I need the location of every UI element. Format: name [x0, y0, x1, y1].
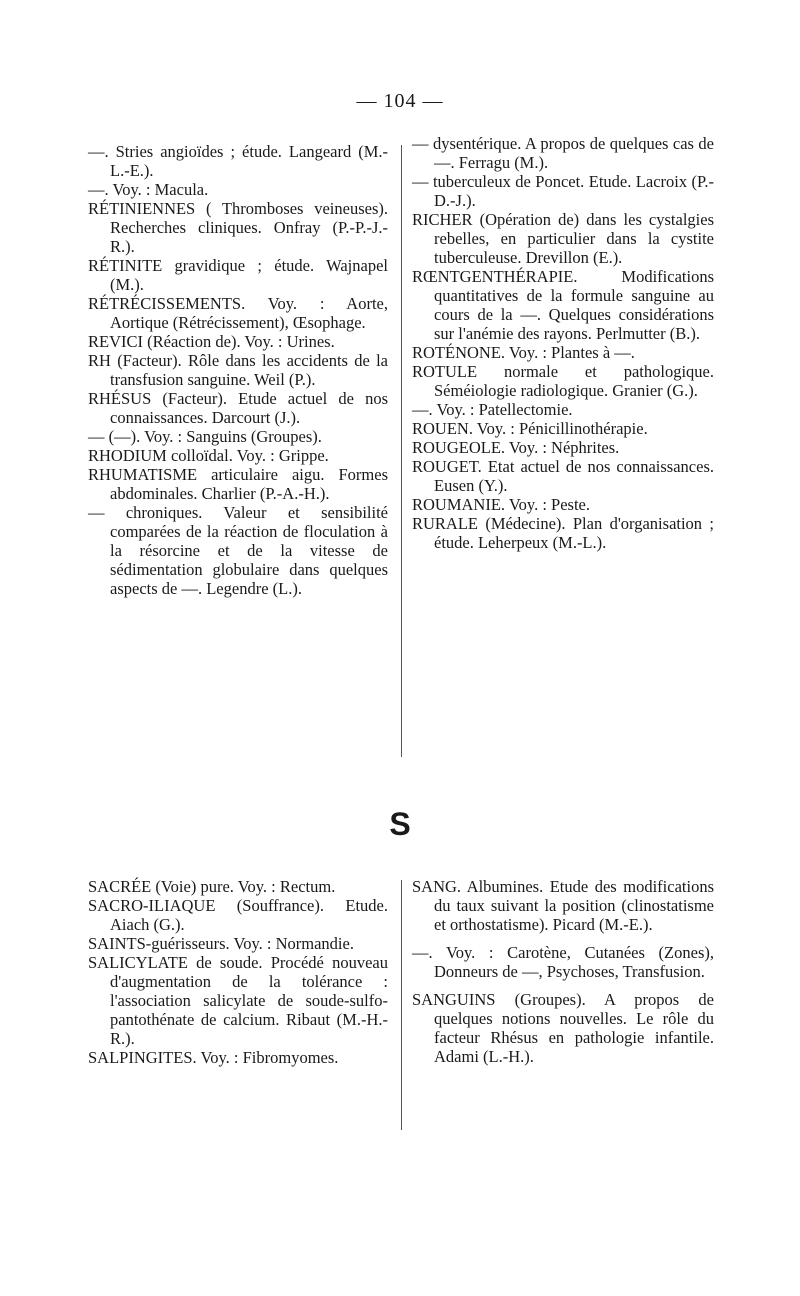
index-entry: RHODIUM colloïdal. Voy. : Grippe. [88, 446, 329, 465]
right-column-top [412, 134, 714, 552]
index-entry: SANGUINS (Groupes). A propos de quelques notions nouvelles. Le rôle du facteur Rhésus en pathologie infantile. Adami (L.-H.). [412, 990, 714, 1066]
left-column-top [88, 142, 388, 598]
index-entry: — dysentérique. A propos de quelques cas de —. Ferragu (M.). [412, 134, 714, 172]
right-column-bottom [412, 877, 714, 1066]
index-entry: — chroniques. Valeur et sensibilité comparées de la réaction de floculation à la résorcine et de la vitesse de sédimentation globulaire dans quelques aspects de —. Legendre (L.). [88, 503, 388, 598]
index-entry: SAINTS-guérisseurs. Voy. : Normandie. [88, 934, 354, 953]
index-entry: SALPINGITES. Voy. : Fibromyomes. [88, 1048, 339, 1067]
index-entry: RH (Facteur). Rôle dans les accidents de la transfusion sanguine. Weil (P.). [88, 351, 388, 389]
index-entry: SACRÉE (Voie) pure. Voy. : Rectum. [88, 877, 336, 896]
index-entry: RÉTINITE gravidique ; étude. Wajnapel (M.). [88, 256, 388, 294]
index-entry: REVICI (Réaction de). Voy. : Urines. [88, 332, 335, 351]
index-entry: ROUMANIE. Voy. : Peste. [412, 495, 590, 514]
index-entry: RÉTRÉCISSEMENTS. Voy. : Aorte, Aortique (Rétrécissement), Œsophage. [88, 294, 388, 332]
index-entry: —. Voy. : Macula. [88, 180, 209, 199]
index-entry: ROTÉNONE. Voy. : Plantes à —. [412, 343, 635, 362]
section-heading: S [389, 806, 411, 842]
index-entry: RHUMATISME articulaire aigu. Formes abdominales. Charlier (P.-A.-H.). [88, 465, 388, 503]
index-entry: SALICYLATE de soude. Procédé nouveau d'augmentation de la tolérance : l'association salicylate de soude-sulfo-pantothénate de calcium. Ribaut (M.-H.-R.). [88, 953, 388, 1048]
left-column-bottom [88, 877, 388, 1067]
index-entry: RICHER (Opération de) dans les cystalgies rebelles, en particulier dans la cystite tuberculeuse. Drevillon (E.). [412, 210, 714, 267]
index-entry: SANG. Albumines. Etude des modifications du taux suivant la position (clinostatisme et orthostatisme). Picard (M.-E.). [412, 877, 714, 934]
page-number: — 104 — [356, 90, 444, 112]
column-divider [401, 880, 402, 1130]
index-entry: ROUGET. Etat actuel de nos connaissances. Eusen (Y.). [412, 457, 714, 495]
index-entry: —. Stries angioïdes ; étude. Langeard (M.-L.-E.). [88, 142, 388, 180]
index-entry: —. Voy. : Carotène, Cutanées (Zones), Donneurs de —, Psychoses, Transfusion. [412, 943, 714, 981]
index-entry: ROUGEOLE. Voy. : Néphrites. [412, 438, 620, 457]
index-entry: RURALE (Médecine). Plan d'organisation ; étude. Leherpeux (M.-L.). [412, 514, 714, 552]
index-entry: ROUEN. Voy. : Pénicillinothérapie. [412, 419, 648, 438]
index-entry: ROTULE normale et pathologique. Séméiologie radiologique. Granier (G.). [412, 362, 714, 400]
index-entry: RÉTINIENNES ( Thromboses veineuses). Recherches cliniques. Onfray (P.-P.-J.-R.). [88, 199, 388, 256]
index-entry: —. Voy. : Patellectomie. [412, 400, 573, 419]
index-entry: — (—). Voy. : Sanguins (Groupes). [88, 427, 322, 446]
column-divider [401, 145, 402, 757]
index-entry: SACRO-ILIAQUE (Souffrance). Etude. Aiach (G.). [88, 896, 388, 934]
index-entry: — tuberculeux de Poncet. Etude. Lacroix (P.-D.-J.). [412, 172, 714, 210]
index-entry: RŒNTGENTHÉRAPIE. Modifications quantitatives de la formule sanguine au cours de la —. Quelques considérations sur l'anémie des rayons. Perlmutter (B.). [412, 267, 714, 343]
index-entry: RHÉSUS (Facteur). Etude actuel de nos connaissances. Darcourt (J.). [88, 389, 388, 427]
